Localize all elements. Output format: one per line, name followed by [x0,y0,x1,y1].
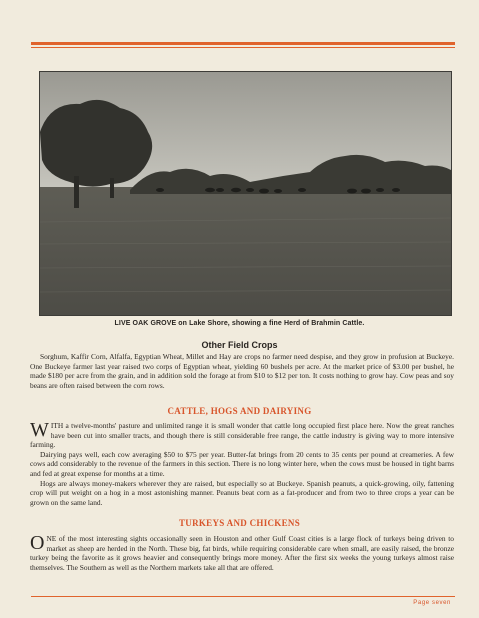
heading-turkeys-chickens: TURKEYS AND CHICKENS [178,518,301,528]
section-other-field-crops [30,352,454,390]
section-cattle-hogs-dairying [30,421,454,507]
page-number: Page seven [413,600,451,606]
paragraph-turkeys: ONE of the most interesting sights occasionally seen in Houston and other Gulf Coast cities is a large flock of turkeys being driven to market as sheep are herded in the North. These big, fat birds, while requiring considerable care when small, are easily raised, the bronze turkey being the favorite as it grows heavier and consequently brings more money. After the first six weeks the young turkeys almost raise themselves. The Southern as well as the Northern markets take all that are offered. [30,532,454,572]
drop-cap-w: W [30,419,49,441]
paragraph-cattle: WITH a twelve-months' pasture and unlimited range it is small wonder that cattle long occupied first place here. Now the great ranches have been cut into smaller tracts, and though there is still considerable free range, the cattle industry is giving way to more intensive farming. [30,419,454,450]
paragraph-dairying: Dairying pays well, each cow averaging $50 to $75 per year. Butter-fat brings from 20 cents to 35 cents per pound at creameries. A few cows add considerably to the revenue of the farmers in this section. There is no long winter here, when the cows must be housed in tight barns and fed at great expense for months at a time. [30,449,454,478]
bottom-decorative-rule [31,596,455,597]
paragraph-hogs: Hogs are always money-makers wherever they are raised, but especially so at Buckeye. Spanish peanuts, a quick-growing, oily, fattening crop will put weight on a hog in a most astonishing manner. Peanuts beat corn as a fat-producer and from two to three crops a year can be grown on the same land. [30,478,454,507]
paragraph-field-crops: Sorghum, Kaffir Corn, Alfalfa, Egyptian Wheat, Millet and Hay are crops no farmer need despise, and they grow in profusion at Buckeye. One Buckeye farmer last year raised two corps of Egyptian wheat, yielding 60 bushels per acre. At the market price of $3.00 per bushel, he made $180 per acre from the grain, and in addition sold the forage at from $10 to $12 per ton. It costs nothing to grow hay. Cow peas and soy beans are often raised between the corn rows. [30,352,454,390]
top-decorative-rule [31,42,455,48]
heading-other-field-crops: Other Field Crops [201,340,278,350]
cattle-herd-photo [39,71,452,316]
section-turkeys-chickens [30,534,454,572]
drop-cap-o: O [30,532,45,554]
heading-cattle-hogs-dairying: CATTLE, HOGS AND DAIRYING [167,406,312,416]
photo-caption: LIVE OAK GROVE on Lake Shore, showing a fine Herd of Brahmin Cattle. [114,320,365,327]
